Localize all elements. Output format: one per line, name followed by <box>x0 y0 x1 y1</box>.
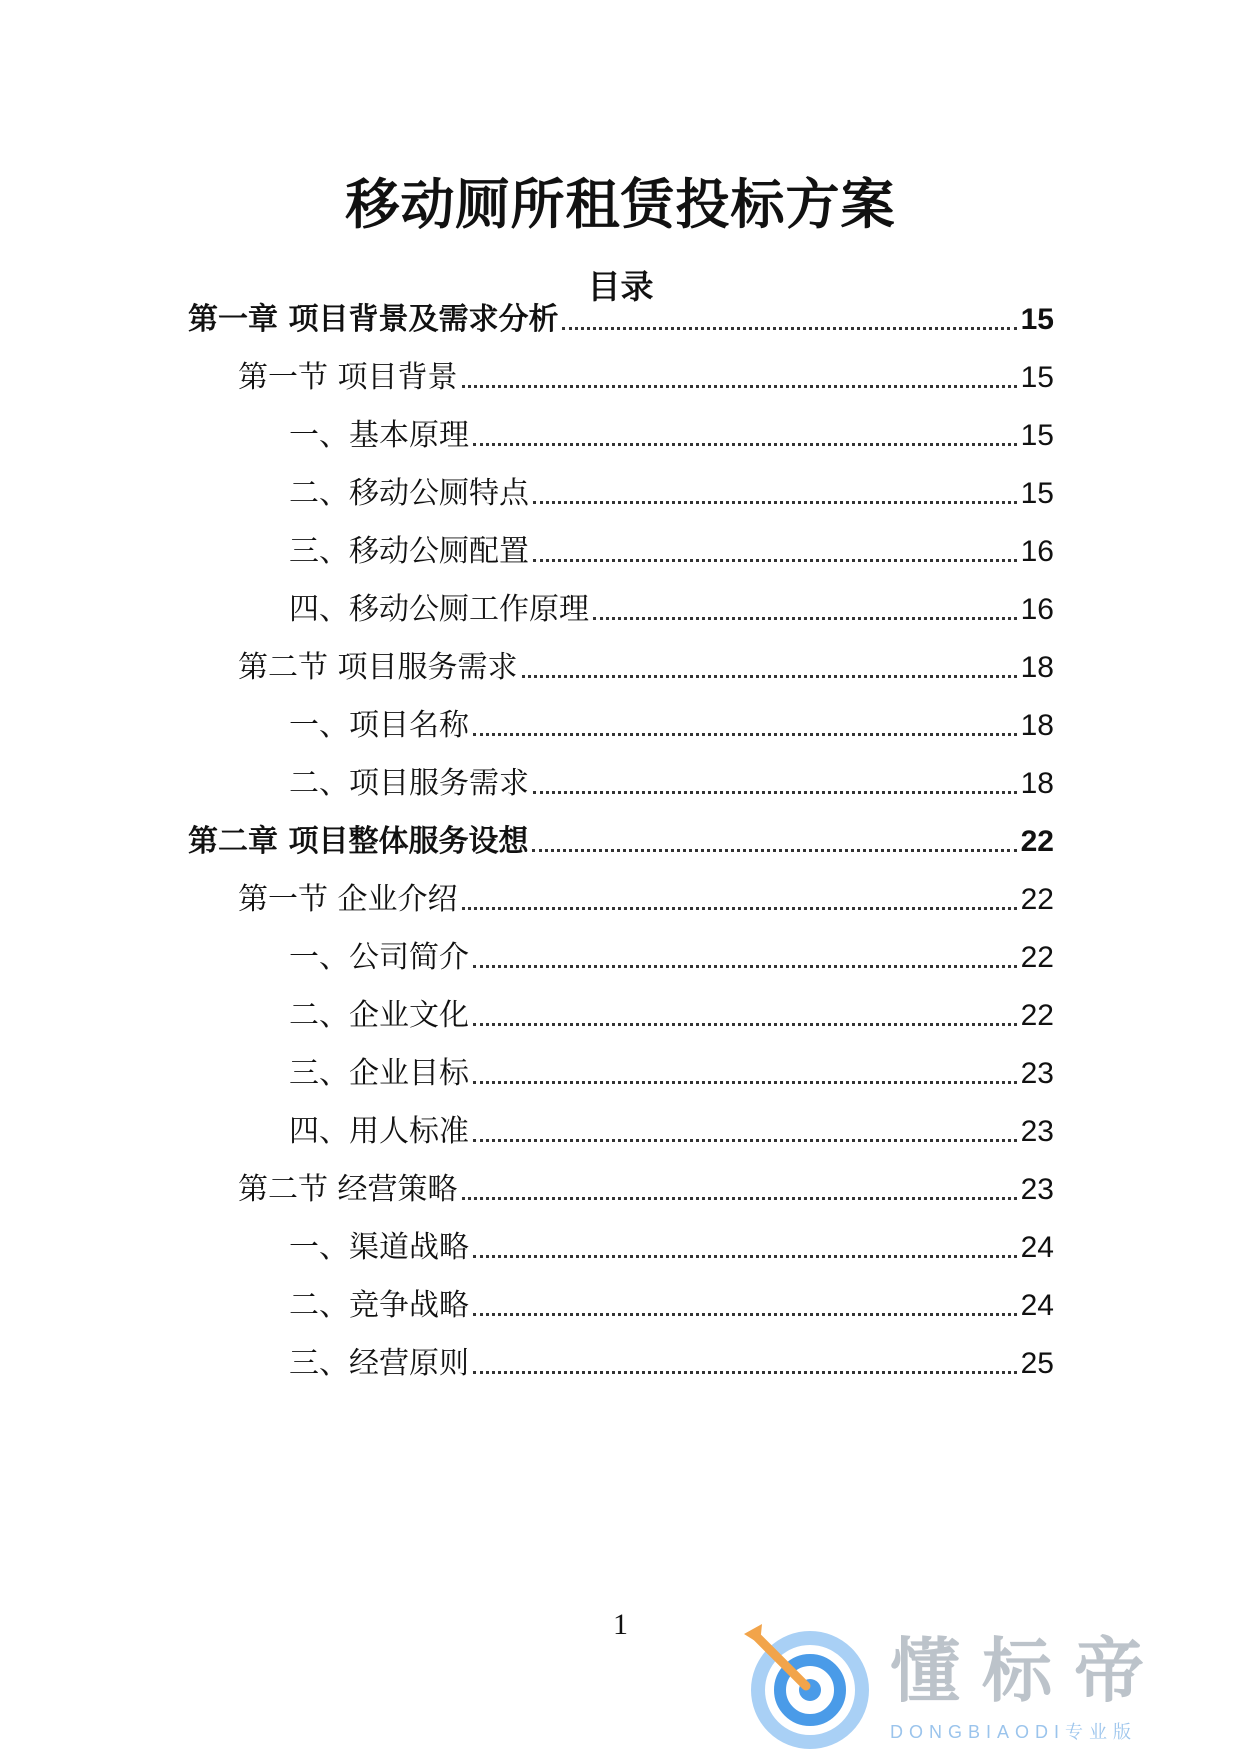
toc-entry-page: 16 <box>1020 593 1054 626</box>
toc-dot-leader <box>593 617 1017 620</box>
toc-entry[interactable] <box>289 410 1054 456</box>
toc-entry-label: 第一章 项目背景及需求分析 <box>188 302 559 337</box>
toc-dot-leader <box>473 1139 1017 1142</box>
toc-entry[interactable] <box>289 700 1054 746</box>
document-title: 移动厕所租赁投标方案 <box>345 173 896 236</box>
toc-entry-label: 第二章 项目整体服务设想 <box>188 824 529 859</box>
toc-dot-leader <box>533 791 1017 794</box>
toc-entry-label: 一、渠道战略 <box>289 1230 469 1265</box>
toc-entry[interactable] <box>289 990 1054 1036</box>
toc-entry-page: 24 <box>1020 1289 1054 1322</box>
toc-entry-page: 25 <box>1020 1347 1054 1380</box>
toc-dot-leader <box>532 849 1016 852</box>
toc-entry[interactable] <box>289 932 1054 978</box>
toc-entry-page: 23 <box>1020 1115 1054 1148</box>
toc-entry[interactable] <box>188 816 1054 862</box>
watermark-logo <box>740 1620 1235 1750</box>
toc-dot-leader <box>473 733 1017 736</box>
toc-dot-leader <box>533 501 1017 504</box>
toc-entry-label: 二、移动公厕特点 <box>289 476 529 511</box>
toc-entry-page: 15 <box>1020 303 1054 336</box>
toc-entry-label: 一、公司简介 <box>289 940 469 975</box>
toc-entry[interactable] <box>289 758 1054 804</box>
toc-entry-page: 22 <box>1020 825 1054 858</box>
toc-entry-page: 16 <box>1020 535 1054 568</box>
toc-entry[interactable] <box>238 642 1054 688</box>
toc-entry-label: 第一节 企业介绍 <box>238 882 458 917</box>
toc-entry-label: 四、用人标准 <box>289 1114 469 1149</box>
toc-entry-page: 18 <box>1020 651 1054 684</box>
toc-entry[interactable] <box>238 352 1054 398</box>
toc-dot-leader <box>462 907 1017 910</box>
toc-entry-page: 15 <box>1020 477 1054 510</box>
toc-entry[interactable] <box>289 1222 1054 1268</box>
toc-entry-label: 一、基本原理 <box>289 418 469 453</box>
toc-dot-leader <box>473 443 1017 446</box>
toc-entry-page: 18 <box>1020 709 1054 742</box>
toc-entry[interactable] <box>289 526 1054 572</box>
toc-entry-label: 三、经营原则 <box>289 1346 469 1381</box>
toc-entry-page: 15 <box>1020 419 1054 452</box>
toc-entry[interactable] <box>289 1048 1054 1094</box>
toc-entry-label: 四、移动公厕工作原理 <box>289 592 589 627</box>
toc-dot-leader <box>462 385 1017 388</box>
toc-entry[interactable] <box>289 468 1054 514</box>
toc-dot-leader <box>473 1081 1017 1084</box>
toc-entry[interactable] <box>289 584 1054 630</box>
watermark-brand: 懂标帝 <box>890 1630 1166 1712</box>
toc-entry-label: 第一节 项目背景 <box>238 360 458 395</box>
toc-dot-leader <box>562 327 1016 330</box>
toc-entry[interactable] <box>289 1280 1054 1326</box>
toc-dot-leader <box>473 1313 1017 1316</box>
toc-dot-leader <box>533 559 1017 562</box>
toc-entry-label: 第二节 项目服务需求 <box>238 650 518 685</box>
toc-entry[interactable] <box>289 1106 1054 1152</box>
toc-dot-leader <box>473 1371 1017 1374</box>
toc-entry-page: 23 <box>1020 1173 1054 1206</box>
toc-entry[interactable] <box>238 874 1054 920</box>
toc-entry-page: 23 <box>1020 1057 1054 1090</box>
toc-entry[interactable] <box>188 294 1054 340</box>
toc-dot-leader <box>522 675 1017 678</box>
toc-dot-leader <box>473 965 1017 968</box>
toc-entry-page: 15 <box>1020 361 1054 394</box>
toc-entry-label: 一、项目名称 <box>289 708 469 743</box>
toc-entry-page: 22 <box>1020 999 1054 1032</box>
toc-entry-label: 二、项目服务需求 <box>289 766 529 801</box>
toc-entry-page: 22 <box>1020 941 1054 974</box>
toc-entry-label: 第二节 经营策略 <box>238 1172 458 1207</box>
page-number: 1 <box>613 1608 628 1641</box>
toc-entry[interactable] <box>238 1164 1054 1210</box>
toc-entry-page: 22 <box>1020 883 1054 916</box>
toc-dot-leader <box>473 1255 1017 1258</box>
target-arrow-icon <box>740 1620 870 1750</box>
toc-entry[interactable] <box>289 1338 1054 1384</box>
toc-dot-leader <box>473 1023 1017 1026</box>
watermark-subtitle: DONGBIAODI专业版 <box>890 1722 1138 1742</box>
toc-dot-leader <box>462 1197 1017 1200</box>
toc-entry-label: 二、竞争战略 <box>289 1288 469 1323</box>
toc-entry-label: 三、移动公厕配置 <box>289 534 529 569</box>
toc-heading: 目录 <box>587 267 654 306</box>
toc-entry-label: 三、企业目标 <box>289 1056 469 1091</box>
toc-entry-label: 二、企业文化 <box>289 998 469 1033</box>
toc-entry-page: 24 <box>1020 1231 1054 1264</box>
toc-entry-page: 18 <box>1020 767 1054 800</box>
